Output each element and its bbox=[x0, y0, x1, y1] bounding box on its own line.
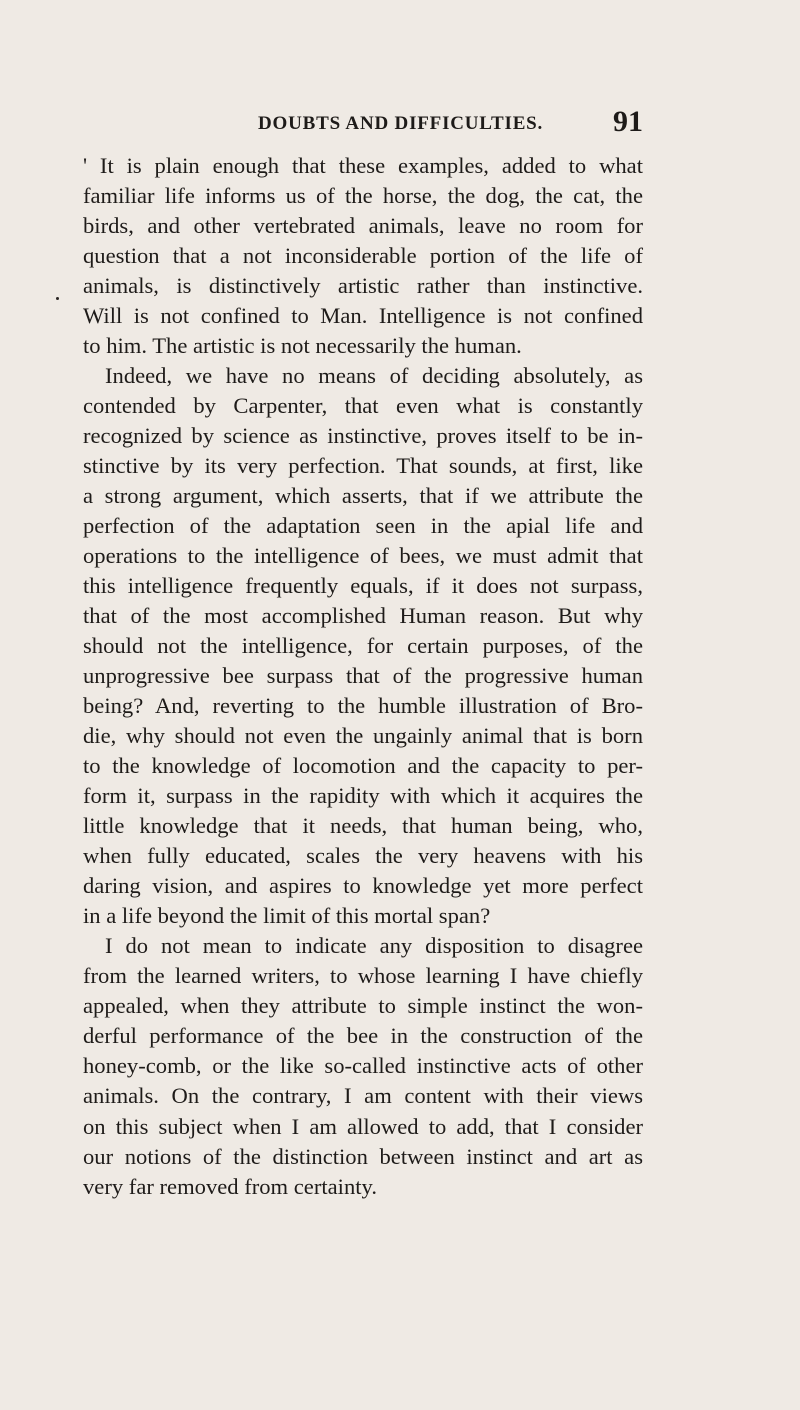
text-line: in a life beyond the limit of this mortal span? bbox=[83, 903, 491, 929]
text-line: that of the most accomplished Human reason. But why bbox=[83, 603, 643, 629]
page-header bbox=[0, 103, 800, 143]
text-line: derful performance of the bee in the construction of the bbox=[83, 1023, 643, 1049]
text-line: ' It is plain enough that these examples, added to what bbox=[83, 153, 643, 178]
text-line: stinctive by its very perfection. That sounds, at first, like bbox=[83, 453, 643, 479]
text-line: question that a not inconsiderable portion of the life of bbox=[83, 243, 643, 269]
text-line: operations to the intelligence of bees, we must admit that bbox=[83, 543, 643, 569]
text-line: birds, and other vertebrated animals, leave no room for bbox=[83, 213, 643, 239]
text-line: to the knowledge of locomotion and the capacity to per- bbox=[83, 753, 643, 779]
text-line: on this subject when I am allowed to add, that I consider bbox=[83, 1113, 643, 1139]
text-line: should not the intelligence, for certain purposes, of the bbox=[83, 633, 643, 659]
text-line: familiar life informs us of the horse, the dog, the cat, the bbox=[83, 183, 643, 209]
text-line: being? And, reverting to the humble illustration of Bro- bbox=[83, 693, 643, 719]
text-line: daring vision, and aspires to knowledge yet more perfect bbox=[83, 873, 643, 899]
text-line: honey-comb, or the like so-called instinctive acts of other bbox=[83, 1053, 643, 1079]
text-line: die, why should not even the ungainly animal that is born bbox=[83, 723, 643, 749]
text-line: from the learned writers, to whose learning I have chiefly bbox=[83, 963, 643, 989]
text-line: I do not mean to indicate any disposition to disagree bbox=[105, 933, 643, 959]
text-line: Will is not confined to Man. Intelligence is not confined bbox=[83, 303, 643, 329]
text-line: a strong argument, which asserts, that if we attribute the bbox=[83, 483, 643, 509]
text-line: contended by Carpenter, that even what is constantly bbox=[83, 393, 643, 419]
text-line: animals. On the contrary, I am content with their views bbox=[83, 1083, 643, 1109]
text-line: to him. The artistic is not necessarily the human. bbox=[83, 333, 522, 359]
running-head: DOUBTS AND DIFFICULTIES. bbox=[258, 113, 544, 134]
page-number: 91 bbox=[613, 105, 643, 138]
text-line: perfection of the adaptation seen in the apial life and bbox=[83, 513, 643, 539]
text-line: Indeed, we have no means of deciding absolutely, as bbox=[105, 363, 643, 389]
text-line: when fully educated, scales the very heavens with his bbox=[83, 843, 643, 869]
text-line: animals, is distinctively artistic rather than instinctive. bbox=[83, 273, 643, 299]
text-line: appealed, when they attribute to simple instinct the won- bbox=[83, 993, 643, 1019]
text-line: our notions of the distinction between instinct and art as bbox=[83, 1143, 643, 1169]
text-line: little knowledge that it needs, that human being, who, bbox=[83, 813, 643, 839]
text-line: unprogressive bee surpass that of the progressive human bbox=[83, 663, 643, 689]
body-text bbox=[83, 151, 643, 1202]
margin-mark bbox=[56, 297, 59, 300]
text-line: very far removed from certainty. bbox=[83, 1173, 377, 1199]
text-line: recognized by science as instinctive, proves itself to be in- bbox=[83, 423, 643, 449]
text-line: form it, surpass in the rapidity with which it acquires the bbox=[83, 783, 643, 809]
text-line: this intelligence frequently equals, if it does not surpass, bbox=[83, 573, 643, 599]
